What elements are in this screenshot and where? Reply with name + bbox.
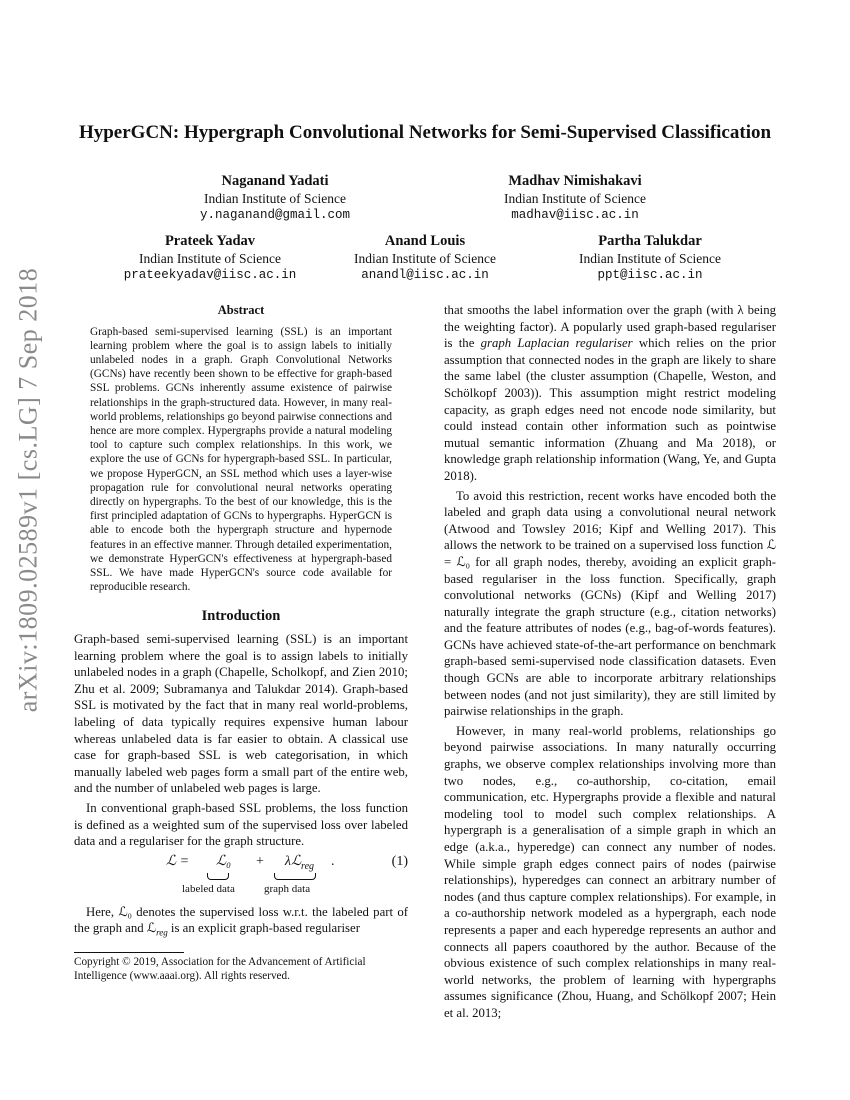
intro-paragraph-text: is an explicit graph-based regulariser [167,921,360,936]
label-graph-data: graph data [264,882,311,895]
introduction-heading: Introduction [201,608,281,625]
loss-equation [74,854,408,898]
right-column [444,302,776,1025]
equation-term-graph-symbol: λℒ [284,853,302,869]
intro-paragraph: In conventional graph-based SSL problems, the loss function is defined as a weighted sum of the supervised loss over labeled data and a regulariser for the graph structure. [74,800,408,849]
underbrace-labeled [207,873,229,880]
underbrace-graph [274,873,316,880]
author-block [95,233,325,284]
equation-lhs: ℒ = [166,853,190,869]
equation-period: . [331,853,335,869]
equation-term-labeled: ℒ₀ [216,853,231,869]
author-name: Partha Talukdar [598,233,702,249]
body-paragraph: However, in many real-world problems, relationships go beyond pairwise associations. In many naturally occurring graphs, we observe complex relationships involving more than two nodes, e.g., co-authorship, co-citation, email communication, etc. Hypergraphs provide a flexible and natural modeling tool to model such complex relationships. A hypergraph is a generalisation of a simple graph in which an edge (a.k.a., hyperedge) can connect any number of nodes. While simple graph edges connect pairs of nodes (pairwise relationships), hyperedges can connect an arbitrary number of nodes (and thus capture complex relationships). For example, in a co-authorship network modeled as a hypergraph, each node represents a paper and each hyperedge represents an author and connects all papers coauthored by the author. Because of the obvious existence of such complex relationships in many real-world networks, the problem of learning with hypergraphs assumes significance (Zhou, Huang, and Schölkopf 2007; Hein et al. 2013; [444,723,776,1020]
author-block [545,233,755,284]
author-block [470,173,680,224]
equation-term-graph [284,853,315,872]
intro-paragraph-text: Here, ℒ₀ denotes the supervised loss w.r.t. the labeled part of the graph and ℒ [74,904,408,936]
emphasized-term: graph Laplacian regulariser [480,336,633,351]
subscript-reg: reg [156,927,168,938]
intro-paragraph: Graph-based semi-supervised learning (SSL) is an important learning problem where the goal is to assign labels to initially unlabeled nodes in a graph (Chapelle, Scholkopf, and Zien 2010; Zhu et al. 2009; Subramanya and Talukdar 2014). Graph-based SSL is motivated by the fact that in many real world-problems, labeling of data typically requires expensive human labour whereas unlabeled data is far easier to obtain. A classical use case for graph-based SSL is web categorisation, in which manually labeled web pages form a small part of the entire web, and the number of unlabeled web pages is large. [74,632,408,796]
author-affiliation: Indian Institute of Science [353,251,497,266]
author-email: y.naganand@gmail.com [199,208,351,222]
author-email: madhav@iisc.ac.in [511,208,639,222]
author-affiliation: Indian Institute of Science [578,251,722,266]
abstract-text: Graph-based semi-supervised learning (SSL) is an important learning problem where the goal is to assign labels to initially unlabeled nodes in a graph. Graph Convolutional Networks (GCNs) have recently been shown to be effective for graph-based SSL problems. GCNs inherently assume existence of pairwise relationships in the graph-structured data. However, in many real-world problems, relationships go beyond pairwise connections and hence are more complex. Hypergraphs provide a natural modeling tool to capture such complex relationships. In this work, we explore the use of GCNs for hypergraph-based SSL. In particular, we propose HyperGCN, an SSL method which uses a layer-wise propagation rule for convolutional neural networks operating directly on hypergraphs. To the best of our knowledge, this is the first principled adaptation of GCNs to hypergraphs. HyperGCN is able to encode both the hypergraph structure and hypernode features in an effective manner. Through detailed experimentation, we demonstrate HyperGCN's effectiveness at hypergraph-based SSL. We have made HyperGCN's source code available for reproducible research. [90,325,392,594]
arxiv-identifier: arXiv:1809.02589v1 [cs.LG] 7 Sep 2018 [13,267,42,713]
author-affiliation: Indian Institute of Science [138,251,282,266]
author-affiliation: Indian Institute of Science [203,191,347,206]
author-block [330,233,520,284]
author-name: Madhav Nimishakavi [508,173,642,189]
arxiv-stamp [8,267,48,713]
equation-term-graph-subscript: reg [301,860,315,872]
author-email: anandl@iisc.ac.in [361,268,489,282]
body-paragraph: To avoid this restriction, recent works have encoded both the labeled and graph data using a convolutional neural network (Atwood and Towsley 2016; Kipf and Welling 2017). This allows the network to be trained on a supervised loss function ℒ = ℒ₀ for all graph nodes, thereby, avoiding an explicit graph-based regulariser in the loss function. Specifically, graph convolutional networks (GCNs) (Kipf and Welling 2017) naturally integrate the graph structure (e.g., citation networks) and the feature attributes of nodes (e.g., bag-of-words features). GCNs have achieved state-of-the-art performance on benchmark graph-based semi-supervised node classification datasets. Even though GCNs are able to incorporate arbitrary relationships between nodes (and not just similarity), they are still limited by pairwise relationships in the graph. [444,488,776,719]
equation-plus: + [255,853,264,869]
author-name: Anand Louis [384,233,466,249]
author-block [170,173,380,224]
label-labeled-data: labeled data [182,882,235,895]
footnote-divider [74,952,184,953]
paper-title: HyperGCN: Hypergraph Convolutional Networks for Semi-Supervised Classification [78,122,772,143]
body-text: which relies on the prior assumption that connected nodes in the graph are likely to share the same label (the cluster assumption (Chapelle, Weston, and Schölkopf 2003)). This assumption might restrict modeling capacity, as graph edges need not encode node similarity, but could instead contain other information such as pointwise mutual semantic information (Zhuang and Ma 2018), or knowledge graph relationship information (Wang, Ye, and Gupta 2018). [444,336,776,483]
author-name: Prateek Yadav [164,233,256,249]
body-paragraph [444,302,776,485]
left-column [74,302,408,983]
author-email: ppt@iisc.ac.in [597,268,703,282]
body-text: that smooths the label information over the graph (with λ being the weighting factor). A popularly used graph-based regulariser is the [444,303,776,351]
equation-body [166,854,335,875]
author-name: Naganand Yadati [221,173,329,189]
abstract-heading: Abstract [217,303,265,317]
copyright-footnote: Copyright © 2019, Association for the Advancement of Artificial Intelligence (www.aaai.org). All rights reserved. [74,955,366,982]
author-email: prateekyadav@iisc.ac.in [123,268,297,282]
intro-paragraph [74,904,408,942]
equation-number: (1) [391,853,408,869]
author-affiliation: Indian Institute of Science [503,191,647,206]
